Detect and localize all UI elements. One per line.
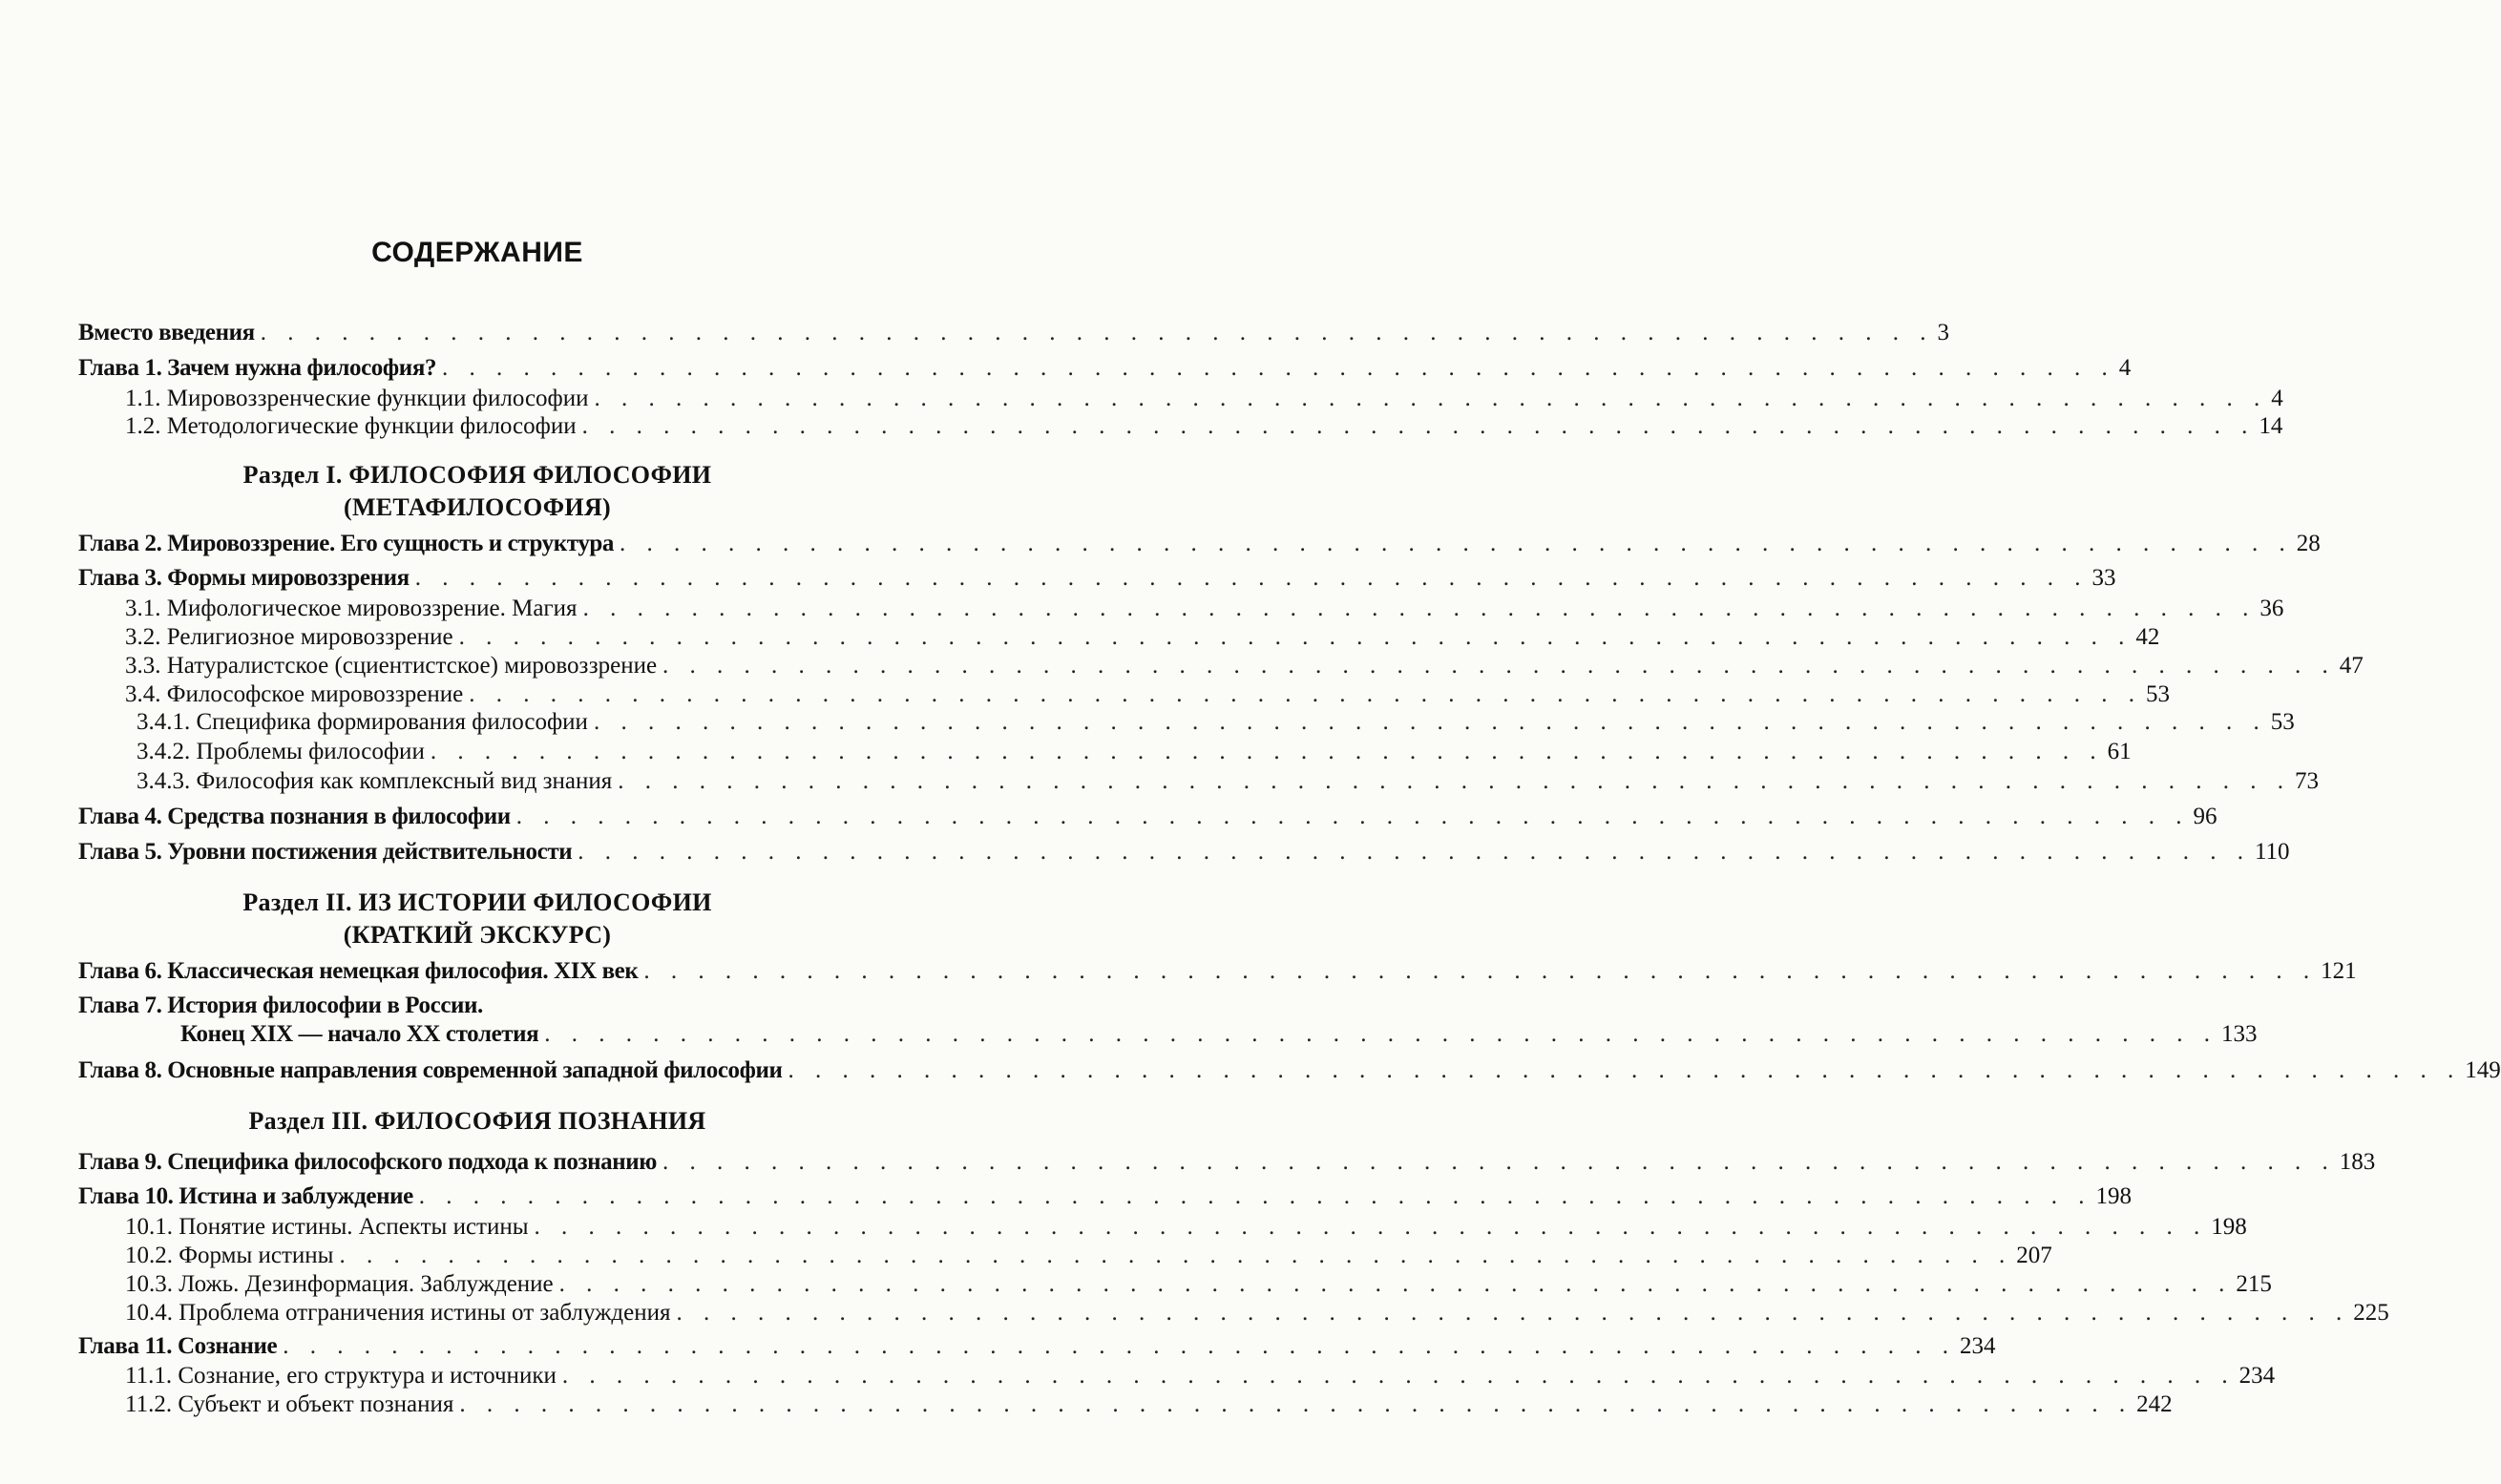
leader-dots: . . . . . . . . . . . . . . . . . . . . . . . . . . . . . . . . . . . . . . . . . . . . . . . . . . . . . . . . . . . . . . bbox=[515, 804, 2190, 829]
toc-entry-label: Глава 6. Классическая немецкая философия. XIX век bbox=[78, 958, 639, 984]
toc-subentry[interactable] bbox=[125, 1390, 2173, 1420]
toc-subentry[interactable] bbox=[125, 384, 2283, 414]
toc-entry-label: 3.4.3. Философия как комплексный вид знания bbox=[137, 768, 613, 794]
toc-subentry[interactable] bbox=[125, 622, 2160, 653]
toc-entry-page: 3 bbox=[1937, 320, 1949, 345]
toc-entry[interactable] bbox=[78, 318, 1949, 348]
toc-entry-page: 234 bbox=[1959, 1333, 1996, 1359]
section-title: Раздел II. ИЗ ИСТОРИИ ФИЛОСОФИИ bbox=[242, 888, 712, 916]
toc-entry-page: 215 bbox=[2236, 1271, 2272, 1297]
leader-dots: . . . . . . . . . . . . . . . . . . . . . . . . . . . . . . . . . . . . . . . . . . . . . . . . . . . . . . . . . . . . . . bbox=[283, 1333, 1956, 1359]
toc-entry-label: 3.4.1. Специфика формирования философии bbox=[137, 709, 588, 735]
toc-entry-page: 133 bbox=[2221, 1021, 2258, 1047]
toc-entry-label: 3.1. Мифологическое мировоззрение. Магия bbox=[125, 596, 578, 621]
leader-dots: . . . . . . . . . . . . . . . . . . . . . . . . . . . . . . . . . . . . . . . . . . . . . . . . . . . . . . . . . . . . . . bbox=[578, 839, 2251, 865]
section-title: Раздел I. ФИЛОСОФИЯ ФИЛОСОФИИ bbox=[242, 461, 712, 489]
toc-subentry[interactable] bbox=[125, 651, 2364, 681]
toc-entry-page: 73 bbox=[2295, 768, 2320, 794]
toc-entry-page: 36 bbox=[2259, 596, 2284, 621]
leader-dots: . . . . . . . . . . . . . . . . . . . . . . . . . . . . . . . . . . . . . . . . . . . . . . . . . . . . . . . . . . . . . . bbox=[561, 1363, 2236, 1389]
toc-entry-page: 14 bbox=[2259, 413, 2283, 439]
leader-dots: . . . . . . . . . . . . . . . . . . . . . . . . . . . . . . . . . . . . . . . . . . . . . . . . . . . . . . . . . . . . . . bbox=[534, 1214, 2208, 1240]
toc-entry-label: Глава 2. Мировоззрение. Его сущность и структура bbox=[78, 531, 615, 556]
leader-dots: . . . . . . . . . . . . . . . . . . . . . . . . . . . . . . . . . . . . . . . . . . . . . . . . . . . . . . . . . . . . . . bbox=[458, 624, 2133, 650]
toc-entry-label: Глава 11. Сознание bbox=[78, 1333, 278, 1359]
toc-entry-label: Глава 5. Уровни постижения действительности bbox=[78, 839, 573, 865]
toc-subentry[interactable] bbox=[125, 411, 2283, 442]
toc-subentry[interactable] bbox=[125, 1241, 2052, 1271]
toc-entry[interactable] bbox=[78, 529, 2321, 559]
toc-entry-page: 33 bbox=[2091, 565, 2116, 591]
toc-entry-page: 121 bbox=[2321, 958, 2357, 984]
toc-entry-page: 110 bbox=[2254, 839, 2290, 865]
toc-subentry[interactable] bbox=[125, 1361, 2276, 1391]
leader-dots: . . . . . . . . . . . . . . . . . . . . . . . . . . . . . . . . . . . . . . . . . . . . . . . . . . . . . . . . . . . . . . bbox=[459, 1391, 2133, 1417]
toc-subentry[interactable] bbox=[137, 737, 2132, 767]
toc-entry-page: 28 bbox=[2296, 531, 2321, 556]
toc-entry-page: 234 bbox=[2238, 1363, 2276, 1389]
leader-dots: . . . . . . . . . . . . . . . . . . . . . . . . . . . . . . . . . . . . . . . . . . . . . . . . . . . . . . . . . . . . . . bbox=[430, 739, 2104, 764]
toc-entry-label: 11.1. Сознание, его структура и источники bbox=[125, 1363, 557, 1389]
toc-subentry[interactable] bbox=[125, 1298, 2389, 1328]
leader-dots: . . . . . . . . . . . . . . . . . . . . . . . . . . . . . . . . . . . . . . . . . . . . . . . . . . . . . . . . . . . . . . bbox=[643, 958, 2318, 984]
toc-entry-label: Глава 4. Средства познания в философии bbox=[78, 804, 511, 829]
leader-dots: . . . . . . . . . . . . . . . . . . . . . . . . . . . . . . . . . . . . . . . . . . . . . . . . . . . . . . . . . . . . . . bbox=[469, 681, 2142, 707]
toc-entry-page: 198 bbox=[2095, 1183, 2133, 1209]
toc-entry-label: Глава 8. Основные направления современной западной философии bbox=[78, 1057, 783, 1083]
leader-dots: . . . . . . . . . . . . . . . . . . . . . . . . . . . . . . . . . . . . . . . . . . . . . . . . . . . . . . . . . . . . . . bbox=[594, 386, 2268, 411]
toc-entry-label: Глава 3. Формы мировоззрения bbox=[78, 565, 410, 591]
toc-entry-label: Вместо введения bbox=[78, 320, 255, 345]
toc-entry[interactable] bbox=[78, 1331, 1996, 1362]
toc-entry-page: 4 bbox=[2118, 355, 2132, 381]
toc-entry-label: 3.4.2. Проблемы философии bbox=[137, 739, 425, 764]
page-title: СОДЕРЖАНИЕ bbox=[371, 237, 583, 268]
leader-dots: . . . . . . . . . . . . . . . . . . . . . . . . . . . . . . . . . . . . . . . . . . . . . . . . . . . . . . . . . . . . . . bbox=[662, 653, 2336, 679]
toc-entry[interactable] bbox=[78, 1181, 2133, 1212]
toc-entry-label: 3.4. Философское мировоззрение bbox=[125, 681, 464, 707]
toc-entry[interactable] bbox=[78, 837, 2290, 867]
toc-entry-label: Глава 9. Специфика философского подхода к познанию bbox=[78, 1149, 657, 1175]
toc-subentry[interactable] bbox=[125, 1212, 2247, 1243]
toc-subentry[interactable] bbox=[137, 707, 2295, 738]
leader-dots: . . . . . . . . . . . . . . . . . . . . . . . . . . . . . . . . . . . . . . . . . . . . . . . . . . . . . . . . . . . . . . bbox=[442, 355, 2115, 381]
toc-entry-label: 10.3. Ложь. Дезинформация. Заблуждение bbox=[125, 1271, 554, 1297]
leader-dots: . . . . . . . . . . . . . . . . . . . . . . . . . . . . . . . . . . . . . . . . . . . . . . . . . . . . . . . . . . . . . . bbox=[581, 413, 2256, 439]
toc-entry-label: 3.3. Натуралистское (сциентистское) мировоззрение bbox=[125, 653, 658, 679]
toc-entry-page: 149 bbox=[2465, 1057, 2501, 1083]
section-title: Раздел III. ФИЛОСОФИЯ ПОЗНАНИЯ bbox=[248, 1107, 706, 1135]
section-subtitle: (КРАТКИЙ ЭКСКУРС) bbox=[343, 921, 612, 949]
toc-entry-page: 183 bbox=[2339, 1149, 2376, 1175]
toc-entry[interactable] bbox=[78, 1056, 2501, 1086]
leader-dots: . . . . . . . . . . . . . . . . . . . . . . . . . . . . . . . . . . . . . . . . . . . . . . . . . . . . . . . . . . . . . . bbox=[662, 1149, 2336, 1175]
leader-dots: . . . . . . . . . . . . . . . . . . . . . . . . . . . . . . . . . . . . . . . . . . . . . . . . . . . . . . . . . . . . . . bbox=[593, 709, 2267, 735]
toc-entry-label: 10.1. Понятие истины. Аспекты истины bbox=[125, 1214, 529, 1240]
toc-entry-page: 225 bbox=[2353, 1300, 2389, 1326]
toc-entry-label: 3.2. Религиозное мировоззрение bbox=[125, 624, 453, 650]
toc-entry-label: 11.2. Субъект и объект познания bbox=[125, 1391, 454, 1417]
toc-entry-page: 207 bbox=[2016, 1243, 2052, 1268]
toc-entry[interactable] bbox=[78, 956, 2357, 987]
toc-entry[interactable] bbox=[180, 1019, 2258, 1050]
toc-entry[interactable] bbox=[78, 563, 2116, 594]
leader-dots: . . . . . . . . . . . . . . . . . . . . . . . . . . . . . . . . . . . . . . . . . . . . . . . . . . . . . . . . . . . . . . bbox=[676, 1300, 2350, 1326]
toc-entry-page: 42 bbox=[2135, 624, 2160, 650]
toc-entry-label-line1[interactable]: Глава 7. История философии в России. bbox=[78, 993, 483, 1018]
leader-dots: . . . . . . . . . . . . . . . . . . . . . . . . . . . . . . . . . . . . . . . . . . . . . . . . . . . . . . . . . . . . . . bbox=[618, 768, 2292, 794]
toc-entry-label: 1.1. Мировоззренческие функции философии bbox=[125, 386, 589, 411]
toc-entry-page: 61 bbox=[2107, 739, 2132, 764]
toc-entry-label: Глава 1. Зачем нужна философия? bbox=[78, 355, 437, 381]
toc-subentry[interactable] bbox=[125, 1269, 2272, 1300]
toc-entry-page: 242 bbox=[2136, 1391, 2173, 1417]
leader-dots: . . . . . . . . . . . . . . . . . . . . . . . . . . . . . . . . . . . . . . . . . . . . . . . . . . . . . . . . . . . . . . bbox=[260, 320, 1934, 345]
leader-dots: . . . . . . . . . . . . . . . . . . . . . . . . . . . . . . . . . . . . . . . . . . . . . . . . . . . . . . . . . . . . . . bbox=[339, 1243, 2013, 1268]
toc-entry-label: Конец XIX — начало XX столетия bbox=[180, 1021, 539, 1047]
leader-dots: . . . . . . . . . . . . . . . . . . . . . . . . . . . . . . . . . . . . . . . . . . . . . . . . . . . . . . . . . . . . . . bbox=[788, 1057, 2462, 1083]
leader-dots: . . . . . . . . . . . . . . . . . . . . . . . . . . . . . . . . . . . . . . . . . . . . . . . . . . . . . . . . . . . . . . bbox=[418, 1183, 2092, 1209]
toc-entry-page: 53 bbox=[2270, 709, 2295, 735]
leader-dots: . . . . . . . . . . . . . . . . . . . . . . . . . . . . . . . . . . . . . . . . . . . . . . . . . . . . . . . . . . . . . . bbox=[620, 531, 2293, 556]
section-heading bbox=[0, 1105, 955, 1138]
toc-subentry[interactable] bbox=[137, 766, 2320, 797]
section-heading bbox=[0, 459, 955, 524]
section-heading bbox=[0, 887, 955, 951]
leader-dots: . . . . . . . . . . . . . . . . . . . . . . . . . . . . . . . . . . . . . . . . . . . . . . . . . . . . . . . . . . . . . . bbox=[582, 596, 2257, 621]
toc-entry[interactable] bbox=[78, 1147, 2376, 1178]
toc-entry[interactable] bbox=[78, 802, 2217, 832]
toc-entry-page: 4 bbox=[2271, 386, 2283, 411]
toc-entry-label: 1.2. Методологические функции философии bbox=[125, 413, 577, 439]
toc-entry-page: 96 bbox=[2193, 804, 2217, 829]
leader-dots: . . . . . . . . . . . . . . . . . . . . . . . . . . . . . . . . . . . . . . . . . . . . . . . . . . . . . . . . . . . . . . bbox=[544, 1021, 2218, 1047]
toc-entry-label: Глава 10. Истина и заблуждение bbox=[78, 1183, 413, 1209]
toc-entry-page: 198 bbox=[2211, 1214, 2247, 1240]
toc-entry-page: 53 bbox=[2146, 681, 2170, 707]
toc-entry[interactable] bbox=[78, 353, 2132, 384]
toc-entry-label: 10.4. Проблема отграничения истины от заблуждения bbox=[125, 1300, 671, 1326]
leader-dots: . . . . . . . . . . . . . . . . . . . . . . . . . . . . . . . . . . . . . . . . . . . . . . . . . . . . . . . . . . . . . . bbox=[414, 565, 2089, 591]
toc-subentry[interactable] bbox=[125, 594, 2284, 624]
toc-subentry[interactable] bbox=[125, 679, 2170, 710]
leader-dots: . . . . . . . . . . . . . . . . . . . . . . . . . . . . . . . . . . . . . . . . . . . . . . . . . . . . . . . . . . . . . . bbox=[558, 1271, 2233, 1297]
section-subtitle: (МЕТАФИЛОСОФИЯ) bbox=[343, 493, 611, 521]
toc-entry-page: 47 bbox=[2339, 653, 2364, 679]
toc-entry-label: 10.2. Формы истины bbox=[125, 1243, 334, 1268]
